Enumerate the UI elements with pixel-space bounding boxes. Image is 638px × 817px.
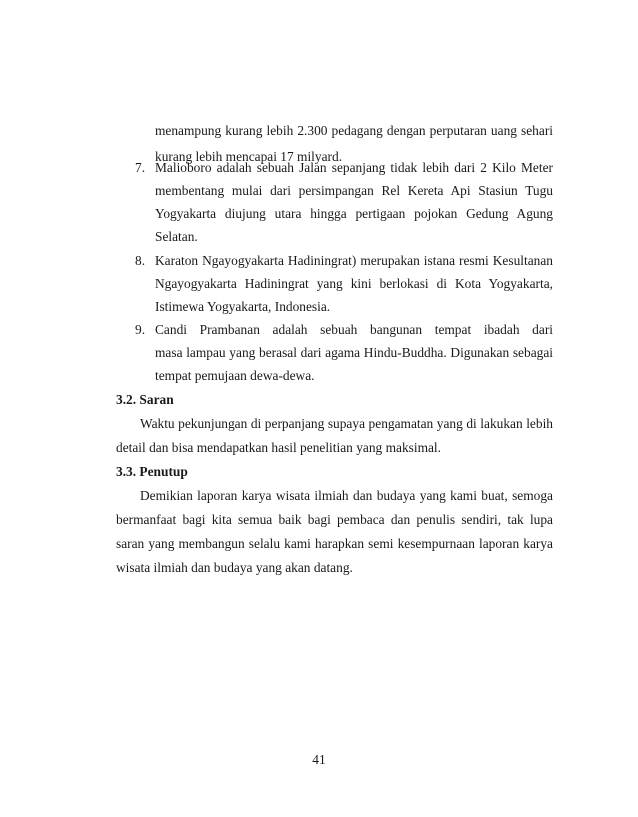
list-item-7-number: 7. <box>135 160 146 175</box>
penutup-line-1: Demikian laporan karya wisata ilmiah dan budaya yang kami buat, semoga <box>140 488 553 503</box>
list-item-7-line-3: Yogyakarta diujung utara hingga pertigaan pojokan Gedung Agung <box>155 206 553 221</box>
list-item-8-number: 8. <box>135 253 146 268</box>
list-item-6-line-1: menampung kurang lebih 2.300 pedagang dengan perputaran uang sehari <box>155 123 553 138</box>
page-number: 41 <box>312 752 326 767</box>
list-item-9-line-3: tempat pemujaan dewa-dewa. <box>155 368 315 383</box>
section-heading-saran: 3.2. Saran <box>116 392 174 407</box>
list-item-9-line-2: masa lampau yang berasal dari agama Hindu-Buddha. Digunakan sebagai <box>155 345 553 360</box>
saran-line-2: detail dan bisa mendapatkan hasil penelitian yang maksimal. <box>116 440 441 455</box>
list-item-7-line-4: Selatan. <box>155 229 198 244</box>
list-item-7-line-2: membentang mulai dari persimpangan Rel Kereta Api Stasiun Tugu <box>155 183 553 198</box>
saran-line-1: Waktu pekunjungan di perpanjang supaya pengamatan yang di lakukan lebih <box>140 416 553 431</box>
list-item-7-line-1: Malioboro adalah sebuah Jalan sepanjang tidak lebih dari 2 Kilo Meter <box>155 160 553 175</box>
section-heading-penutup: 3.3. Penutup <box>116 464 188 479</box>
list-item-8-line-2: Ngayogyakarta Hadiningrat yang kini berlokasi di Kota Yogyakarta, <box>155 276 553 291</box>
list-item-9-number: 9. <box>135 322 146 337</box>
penutup-line-2: bermanfaat bagi kita semua baik bagi pembaca dan penulis sendiri, tak lupa <box>116 512 553 527</box>
list-item-9-line-1: Candi Prambanan adalah sebuah bangunan tempat ibadah dari <box>155 322 553 337</box>
list-item-8-line-1: Karaton Ngayogyakarta Hadiningrat) merupakan istana resmi Kesultanan <box>155 253 553 268</box>
list-item-8-line-3: Istimewa Yogyakarta, Indonesia. <box>155 299 331 314</box>
penutup-line-4: wisata ilmiah dan budaya yang akan datang. <box>116 560 353 575</box>
list-item-6-line-2: kurang lebih mencapai 17 milyard. <box>155 149 343 164</box>
penutup-line-3: saran yang membangun selalu kami harapkan semi kesempurnaan laporan karya <box>116 536 553 551</box>
